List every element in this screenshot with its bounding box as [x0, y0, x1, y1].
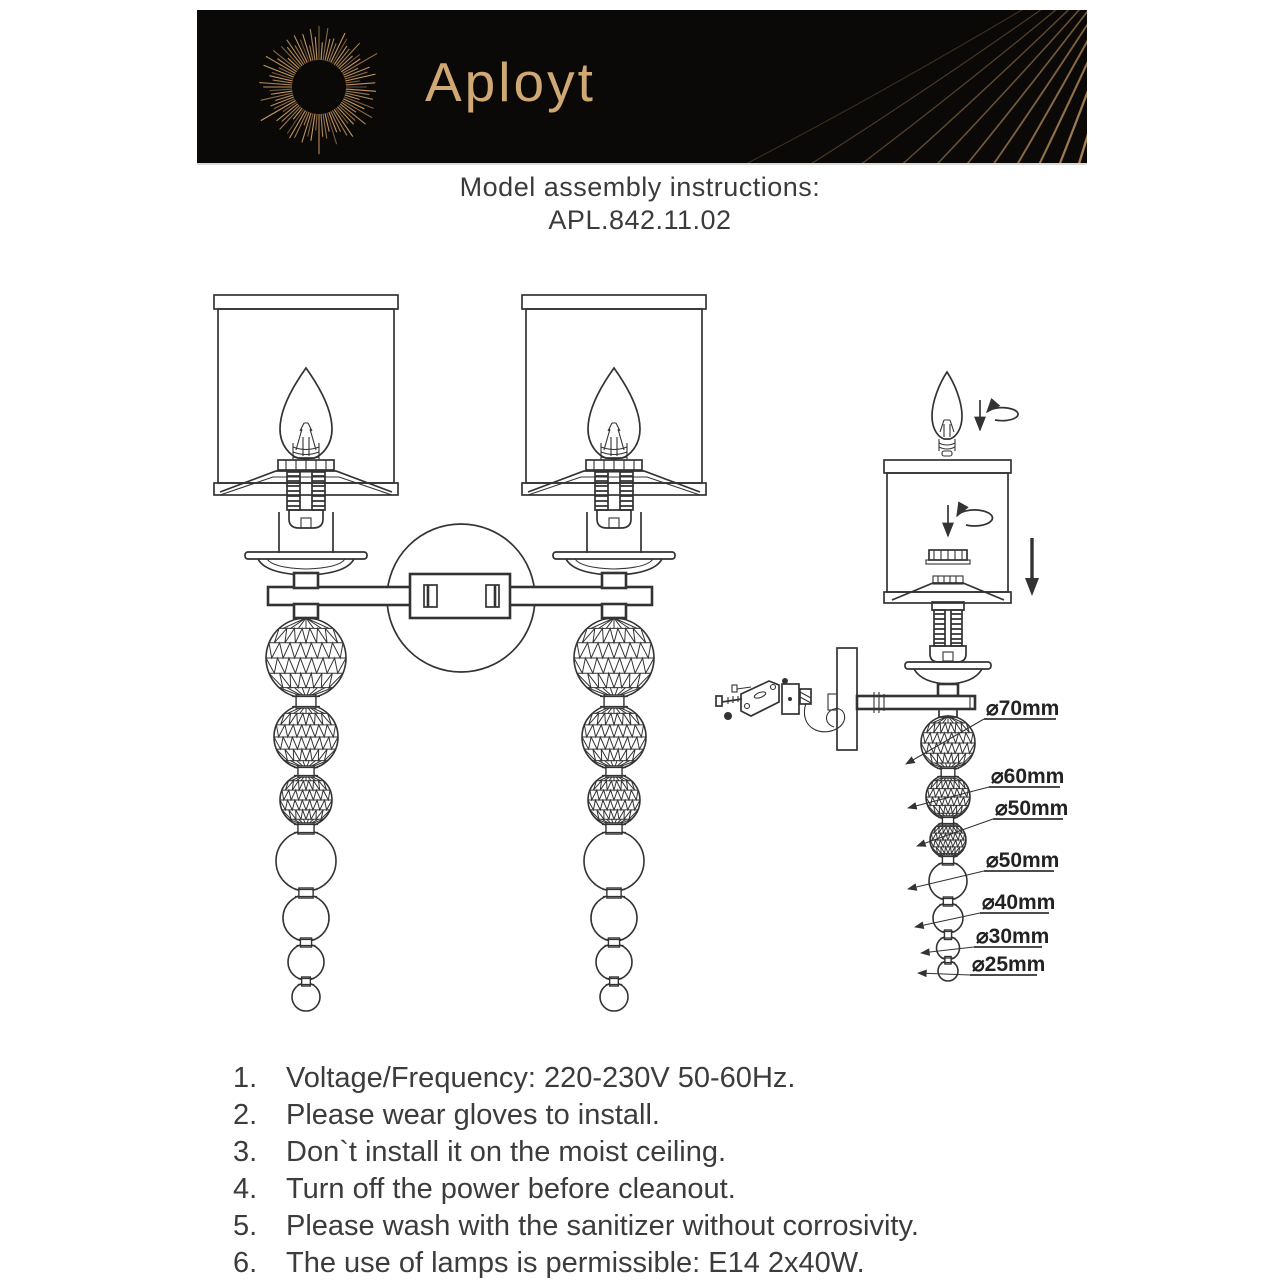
right-sconce-column: [522, 295, 706, 618]
brand-logo-text: Aployt: [425, 51, 596, 113]
list-item: [233, 1208, 1093, 1245]
item-text: Don`t install it on the moist ceiling.: [286, 1136, 727, 1168]
item-text: Please wear gloves to install.: [286, 1099, 660, 1131]
item-number: 4.: [233, 1173, 258, 1205]
mounting-bracket: [716, 678, 845, 732]
page-title: Model assembly instructions:: [459, 172, 821, 202]
front-view: [214, 295, 706, 1011]
side-bead-stack: [921, 716, 975, 981]
dimension-label: ⌀70mm: [986, 697, 1060, 720]
item-number: 2.: [233, 1099, 258, 1131]
list-item: [233, 1134, 1093, 1171]
dimension-label: ⌀50mm: [995, 797, 1069, 820]
side-view: [716, 372, 1039, 981]
dimension-label: ⌀50mm: [986, 849, 1060, 872]
item-text: Turn off the power before cleanout.: [286, 1173, 736, 1205]
item-number: 5.: [233, 1210, 258, 1242]
right-bead-stack: [574, 618, 654, 1011]
dimension-label: ⌀40mm: [982, 891, 1056, 914]
item-number: 6.: [233, 1247, 258, 1279]
down-arrow-icon: [1025, 538, 1039, 596]
wall-mount: [828, 648, 975, 750]
list-item: [233, 1097, 1093, 1134]
left-sconce-column: [214, 295, 398, 618]
item-text: Please wash with the sanitizer without corrosivity.: [286, 1210, 919, 1242]
list-item: [233, 1245, 1093, 1280]
rotate-arrow-icon: [948, 505, 992, 536]
dimension-label: ⌀25mm: [972, 953, 1046, 976]
socket-side: [905, 602, 991, 696]
dimension-label: ⌀60mm: [991, 765, 1065, 788]
rotate-arrow-icon: [980, 400, 1018, 430]
dimension-label: ⌀30mm: [976, 925, 1050, 948]
item-number: 3.: [233, 1136, 258, 1168]
list-item: [233, 1060, 1093, 1097]
instruction-list: [233, 1060, 1093, 1280]
item-number: 1.: [233, 1062, 258, 1094]
left-bead-stack: [266, 618, 346, 1011]
list-item: [233, 1171, 1093, 1208]
thread-collar-glyph: [926, 550, 970, 564]
item-text: The use of lamps is permissible: E14 2x40W.: [286, 1247, 865, 1279]
bulb-exploded: [932, 372, 962, 456]
model-number: APL.842.11.02: [548, 205, 732, 235]
item-text: Voltage/Frequency: 220-230V 50-60Hz.: [286, 1062, 796, 1094]
